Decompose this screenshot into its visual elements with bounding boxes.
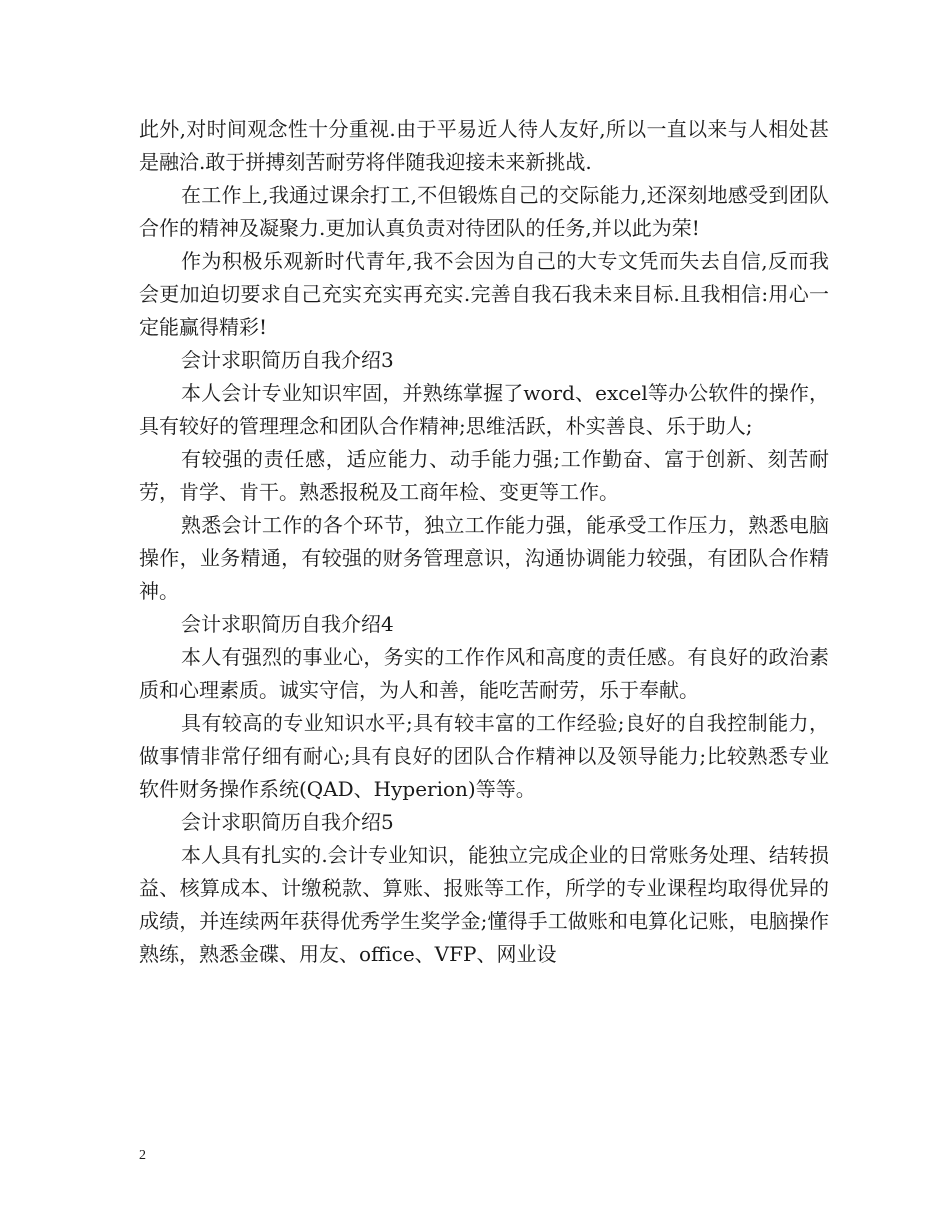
paragraph-confidence: 作为积极乐观新时代青年,我不会因为自己的大专文凭而失去自信,反而我会更加迫切要求自己充实充实再充实.完善自我石我未来目标.且我相信:用心一定能赢得精彩! — [139, 249, 829, 339]
paragraph-skills: 本人会计专业知识牢固，并熟练掌握了word、excel等办公软件的操作，具有较好的管理理念和团队合作精神;思维活跃，朴实善良、乐于助人; — [139, 381, 829, 438]
paragraph-accounting-familiarity: 熟悉会计工作的各个环节，独立工作能力强，能承受工作压力，熟悉电脑操作，业务精通，有较强的财务管理意识，沟通协调能力较强，有团队合作精神。 — [139, 513, 829, 603]
paragraph-professional-knowledge: 具有较高的专业知识水平;具有较丰富的工作经验;良好的自我控制能力，做事情非常仔细有耐心;具有良好的团队合作精神以及领导能力;比较熟悉专业软件财务操作系统(QAD、Hyperion)等等。 — [139, 711, 829, 801]
section-heading-5: 会计求职简历自我介绍5 — [181, 810, 394, 834]
paragraph-career-attitude: 本人有强烈的事业心，务实的工作作风和高度的责任感。有良好的政治素质和心理素质。诚实守信，为人和善，能吃苦耐劳，乐于奉献。 — [139, 645, 829, 702]
document-body — [139, 113, 829, 971]
paragraph-accounting-foundation: 本人具有扎实的.会计专业知识，能独立完成企业的日常账务处理、结转损益、核算成本、计缴税款、算账、报账等工作，所学的专业课程均取得优异的成绩，并连续两年获得优秀学生奖学金;懂得手工做账和电算化记账，电脑操作熟练，熟悉金碟、用友、office、VFP、网业设 — [139, 843, 829, 966]
section-heading-3: 会计求职简历自我介绍3 — [181, 348, 394, 372]
paragraph-work-experience: 在工作上,我通过课余打工,不但锻炼自己的交际能力,还深刻地感受到团队合作的精神及凝聚力.更加认真负责对待团队的任务,并以此为荣! — [139, 183, 829, 240]
paragraph-continuation: 此外,对时间观念性十分重视.由于平易近人待人友好,所以一直以来与人相处甚是融洽.敢于拼搏刻苦耐劳将伴随我迎接未来新挑战. — [139, 117, 829, 174]
paragraph-responsibility: 有较强的责任感，适应能力、动手能力强;工作勤奋、富于创新、刻苦耐劳，肯学、肯干。熟悉报税及工商年检、变更等工作。 — [139, 447, 829, 504]
section-heading-4: 会计求职简历自我介绍4 — [181, 612, 394, 636]
page-number: 2 — [139, 1148, 146, 1163]
